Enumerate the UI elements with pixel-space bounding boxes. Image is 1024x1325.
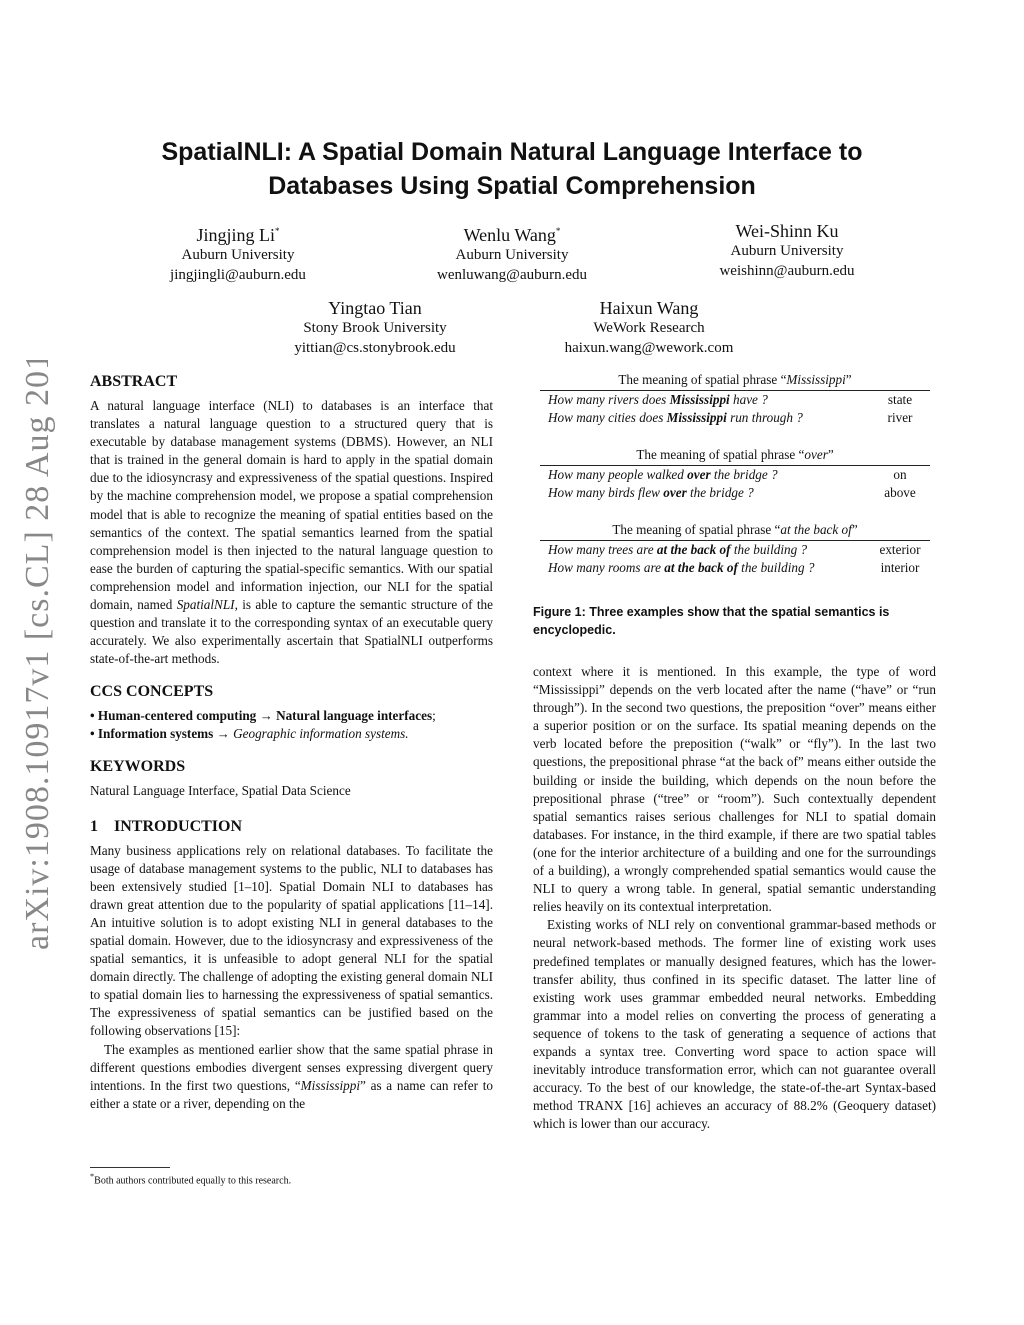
abstract-part: A natural language interface (NLI) to databases is an interface that translates a natural language question to a structured query that is executable by database management systems (DBMS). However, an NLI that is trained in the general domain is hard to apply in the spatial domain due to the idiosyncrasy and expressiveness of the spatial questions. Inspired by the machine comprehension model, we propose a spatial comprehension model that is able to recognize the meaning of spatial entities based on the semantics of the context. The spatial semantics learned from the spatial comprehension model is then injected to the natural language question to ease the burden of capturing the spatial-specific semantics. With our spatial comprehension model and information injection, our NLI for the spatial domain, named (90, 398, 493, 613)
question-text: How many rivers does (548, 392, 670, 407)
author-affiliation: Auburn University (455, 247, 569, 263)
author-block (534, 298, 764, 358)
ccs-term: • Information systems (90, 726, 214, 742)
intro-part: The examples as mentioned earlier show that the same spatial phrase in different questions embodies divergent senses expressing divergent query intentions. In the first two questions, “ (90, 1041, 493, 1093)
author-name: Jingjing Li (196, 225, 275, 245)
question-phrase: over (663, 485, 687, 500)
system-name: SpatialNLI (176, 597, 235, 613)
figure-row (540, 391, 930, 409)
arxiv-id: arXiv:1908.10917v1 [cs.CL] 28 Aug 2019 (19, 360, 56, 950)
author-email[interactable]: wenluwang@auburn.edu (436, 267, 588, 283)
title-line-1: SpatialNLI: A Spatial Domain Natural Language Interface to (161, 138, 863, 166)
title-line-2: Databases Using Spatial Comprehension (268, 172, 756, 200)
question-text: How many birds flew (548, 485, 664, 500)
left-column (90, 373, 493, 1113)
keywords-heading: KEYWORDS (90, 758, 186, 776)
question-text: the bridge ? (686, 485, 754, 500)
intro-emphasis: Mississippi (300, 1077, 361, 1093)
ccs-term: • Human-centered computing (90, 708, 257, 724)
abstract-part: , is able to capture the semantic structure of the question and translate it to the corresponding syntax of an executable query accurately. We also experimentally ascertain that SpatialNLI outperforms state-of-the-art methods. (90, 597, 493, 667)
arxiv-sidebar-stamp (10, 360, 60, 960)
question-text: the bridge ? (710, 467, 778, 482)
figure-row (540, 484, 930, 502)
question-text: run through ? (726, 410, 803, 425)
author-name: Wenlu Wang (463, 225, 556, 245)
meaning-label: above (884, 485, 916, 500)
keywords-text: Natural Language Interface, Spatial Data Science (90, 783, 351, 799)
question-phrase: at the back of (664, 560, 738, 575)
figure-row (540, 541, 930, 559)
question-text: How many rooms are (548, 560, 665, 575)
question-phrase: Mississippi (666, 410, 727, 425)
body-paragraph: Existing works of NLI rely on conventional grammar-based methods or neural network-based methods. The former line of existing work uses predefined templates or manually designed features, which has the lower-transfer ability, thus confined in its specific dataset. The latter line of existing work uses grammar embedded neural networks. Embedding grammar into a model relies on converting the process of generating a sequence of tokens to the task of generating a sequence of actions that expands a syntax tree. Converting word space to action space will inevitably introduce transformation error, which can not guarantee overall accuracy. To the best of our knowledge, the state-of-the-art Syntax-based method TRANX [16] achieves an accuracy of 88.2% (Geoquery dataset) which is lower than our accuracy. (533, 917, 936, 1132)
meaning-label: state (887, 392, 913, 407)
heading-text: ” (827, 447, 834, 462)
equal-contribution-mark: * (555, 226, 561, 236)
ccs-separator: ; (432, 708, 436, 724)
author-affiliation: WeWork Research (593, 320, 705, 336)
question-phrase: over (687, 467, 711, 482)
heading-text: ” (851, 522, 858, 537)
author-name: Haixun Wang (599, 298, 699, 318)
figure-1-table (540, 371, 930, 577)
figure-group-heading (540, 371, 930, 391)
figure-group (540, 446, 930, 502)
abstract-heading: ABSTRACT (90, 373, 178, 390)
meaning-label: river (887, 410, 913, 425)
author-block (138, 221, 338, 285)
question-text: the building ? (737, 560, 815, 575)
right-column (533, 371, 936, 1133)
footnote-text: Both authors contributed equally to this research. (94, 1175, 292, 1187)
heading-text: The meaning of spatial phrase “ (636, 447, 805, 462)
author-email[interactable]: jingjingli@auburn.edu (170, 267, 306, 283)
author-affiliation: Auburn University (730, 243, 844, 259)
author-affiliation: Auburn University (181, 247, 295, 263)
author-email[interactable]: haixun.wang@wework.com (564, 340, 734, 356)
heading-phrase: Mississippi (786, 372, 846, 387)
paper-title (90, 135, 934, 203)
intro-paragraph: Many business applications rely on relational databases. To facilitate the usage of database management systems to the public, NLI to databases has been extensively studied [1–10]. Spatial Domain NLI to databases has drawn great attention due to the popularity of spatial applications [11–14]. An intuitive solution is to adopt existing NLI in general databases to the spatial domain. However, due to the idiosyncrasy and expressiveness of the spatial semantics, it is unfeasible to adopt general NLI for the spatial domain directly. The challenge of adopting the existing general domain NLI to spatial domain lies to harnessing the expressiveness of spatial semantics. The expressiveness of spatial semantics can be justified based on the following observations [15]: (90, 842, 493, 1039)
question-text: How many people walked (548, 467, 688, 482)
intro-part: ” as a name can refer to either a state or a river, depending on the (90, 1077, 493, 1111)
figure-row (540, 559, 930, 577)
question-text: How many trees are (548, 542, 657, 557)
author-name: Yingtao Tian (328, 298, 422, 318)
heading-text: ” (845, 372, 852, 387)
question-text: How many cities does (548, 410, 667, 425)
footnote (90, 1172, 291, 1186)
question-phrase: at the back of (656, 542, 731, 557)
meaning-label: exterior (879, 542, 921, 557)
author-email[interactable]: weishinn@auburn.edu (719, 263, 855, 279)
intro-paragraph (90, 1041, 493, 1113)
question-phrase: Mississippi (669, 392, 730, 407)
ccs-term: Geographic information systems. (233, 726, 409, 742)
ccs-heading: CCS CONCEPTS (90, 683, 214, 701)
ccs-term: Natural language interfaces (276, 708, 433, 724)
figure-group (540, 371, 930, 427)
footnote-mark: * (90, 1172, 95, 1181)
figure-caption: Figure 1: Three examples show that the spatial semantics is encyclopedic. (533, 605, 890, 637)
heading-phrase: over (804, 447, 828, 462)
heading-text: The meaning of spatial phrase “ (618, 372, 787, 387)
figure-group (540, 521, 930, 577)
question-text: the building ? (730, 542, 808, 557)
author-email[interactable]: yittian@cs.stonybrook.edu (294, 340, 456, 356)
meaning-label: interior (880, 560, 920, 575)
author-block (402, 221, 622, 285)
author-name: Wei-Shinn Ku (735, 221, 839, 241)
figure-row (540, 466, 930, 484)
ccs-concept (90, 725, 493, 743)
question-text: have ? (729, 392, 768, 407)
figure-group-heading (540, 521, 930, 541)
author-block (260, 298, 490, 358)
figure-row (540, 409, 930, 427)
footnote-rule (90, 1167, 170, 1168)
introduction-heading: 1 INTRODUCTION (90, 817, 243, 835)
meaning-label: on (893, 467, 907, 482)
heading-text: The meaning of spatial phrase “ (612, 522, 781, 537)
arrow-icon: → (213, 726, 234, 742)
equal-contribution-mark: * (275, 226, 280, 236)
abstract-text (90, 397, 493, 668)
body-paragraph: context where it is mentioned. In this example, the type of word “Mississippi” depends on the verb located after the name (“have” or “run through”). In the second two questions, the preposition “over” means either a superior position or on the surface. Its spatial meaning depends on the verb located before the preposition (“walk” or “fly”). In the last two questions, the prepositional phrase “at the back of” means either outside the building or inside the building, which depends on the noun before the prepositional phrase (“tree” or “room”). Such contextually dependent spatial semantics raises serious challenges for NLI to spatial domain databases. For instance, in the third example, if there are two spatial tables (one for the interior architecture of a building and one for the surroundings of a building), a wrongly comprehended spatial semantics would cause the NLI to query a wrong table. In general, spatial semantic understanding relies heavily on its contextual interpretation. (533, 664, 936, 915)
heading-phrase: at the back of (780, 522, 852, 537)
author-affiliation: Stony Brook University (303, 320, 447, 336)
author-block (682, 221, 892, 281)
figure-group-heading (540, 446, 930, 466)
arrow-icon: → (256, 708, 277, 724)
ccs-concept (90, 707, 493, 725)
